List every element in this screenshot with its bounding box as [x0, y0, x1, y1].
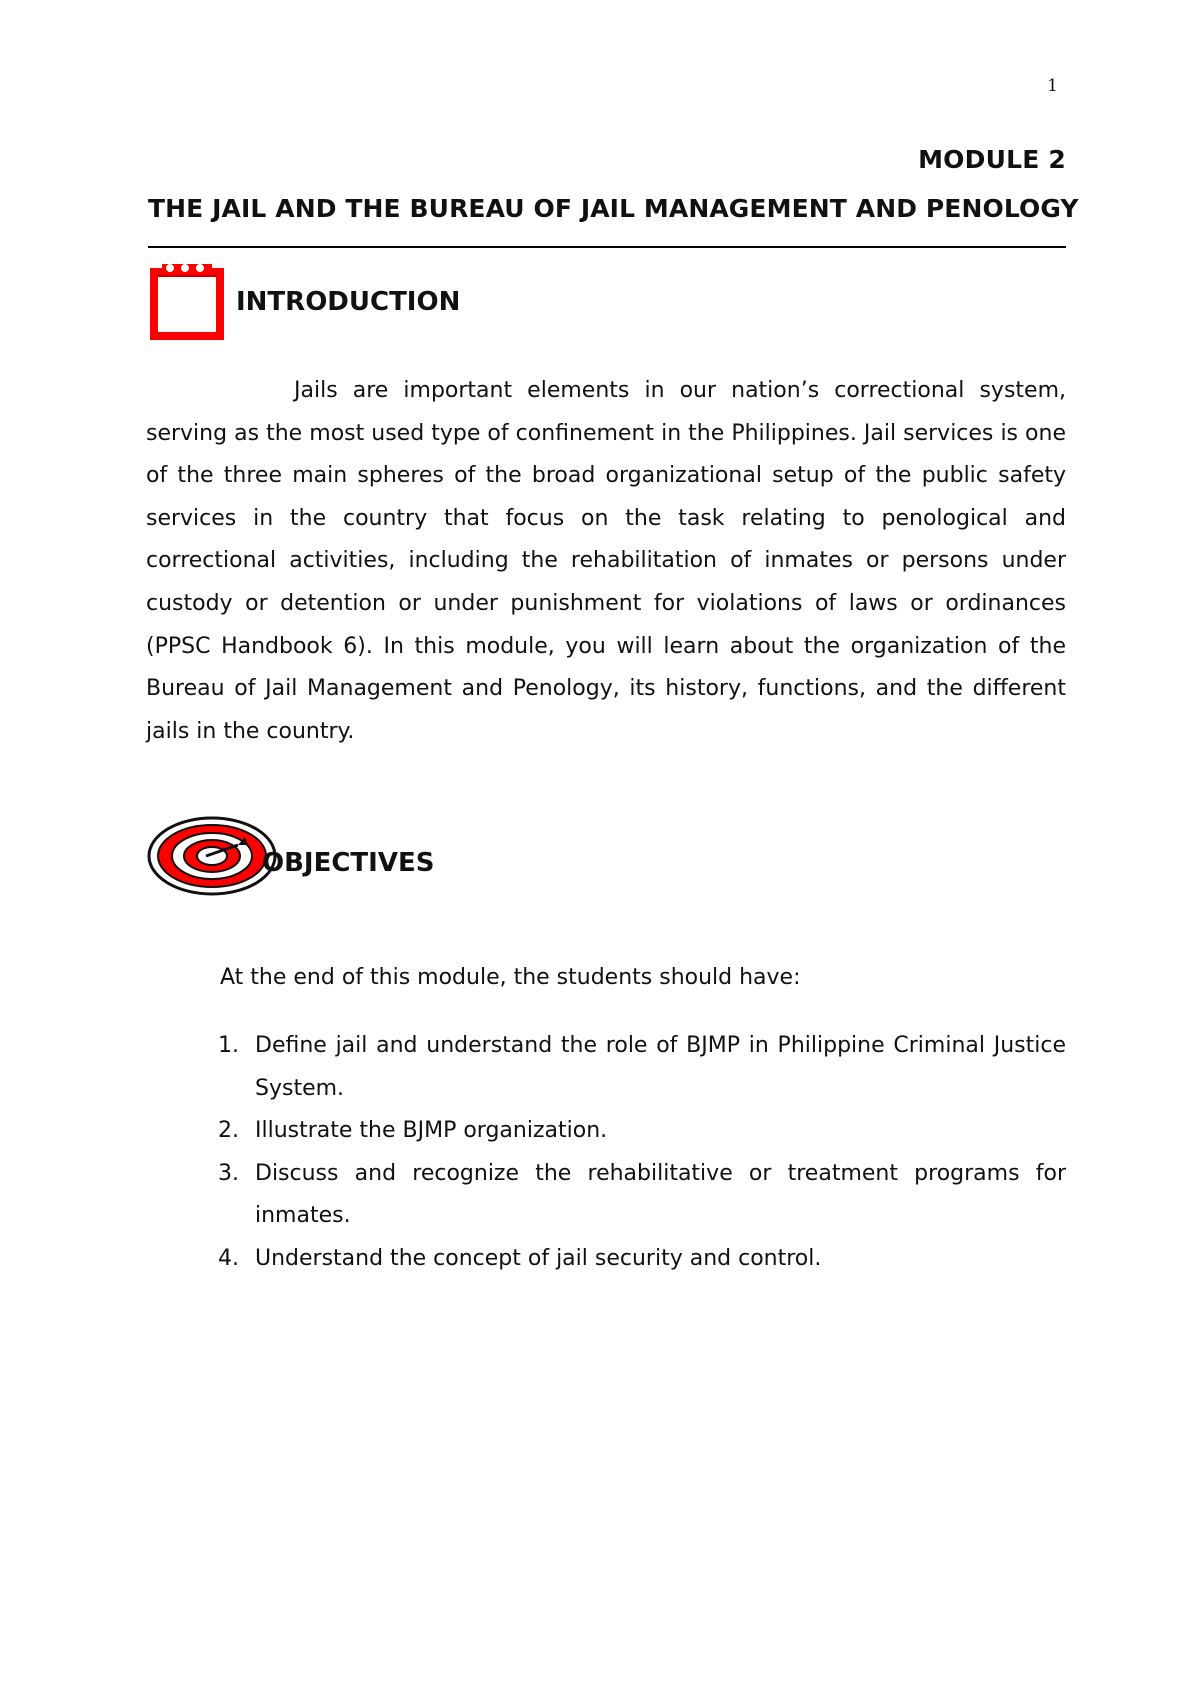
- list-text: Illustrate the BJMP organization.: [255, 1118, 608, 1144]
- objectives-list: [218, 1025, 1066, 1281]
- list-item: [218, 1110, 1066, 1153]
- list-text: Discuss and recognize the rehabilitative or treatment programs for inmates.: [255, 1160, 1066, 1229]
- list-text: Define jail and understand the role of BJMP in Philippine Criminal Justice System.: [255, 1033, 1066, 1101]
- list-number: 3.: [218, 1160, 239, 1186]
- introduction-text: Jails are important elements in our nation’s correctional system, serving as the most used type of confinement in the Philippines. Jail services is one of the three main spheres of the broad organizational setup of the public safety services in the country that focus on the task relating to penological and correctional activities, including the rehabilitation of inmates or persons under custody or detention or under punishment for violations of laws or ordinances (PPSC Handbook 6). In this module, you will learn about the organization of the Bureau of Jail Management and Penology, its history, functions, and the different jails in the country.: [146, 378, 1066, 744]
- list-item: [218, 1025, 1066, 1110]
- list-number: 1.: [218, 1033, 239, 1058]
- module-label: MODULE 2: [918, 145, 1066, 174]
- objectives-lead: At the end of this module, the students should have:: [220, 965, 801, 990]
- introduction-paragraph: [146, 370, 1066, 753]
- title-divider: [148, 246, 1066, 248]
- notepad-icon: [150, 262, 230, 340]
- module-title: THE JAIL AND THE BUREAU OF JAIL MANAGEMENT AND PENOLOGY: [148, 194, 1079, 223]
- introduction-heading: INTRODUCTION: [236, 287, 461, 317]
- list-number: 4.: [218, 1245, 239, 1271]
- list-number: 2.: [218, 1118, 239, 1144]
- list-item: [218, 1238, 1066, 1281]
- page-number: 1: [1047, 76, 1058, 96]
- list-text: Understand the concept of jail security and control.: [255, 1245, 822, 1271]
- target-icon: [146, 815, 278, 897]
- list-item: [218, 1153, 1066, 1238]
- objectives-heading: OBJECTIVES: [262, 848, 435, 878]
